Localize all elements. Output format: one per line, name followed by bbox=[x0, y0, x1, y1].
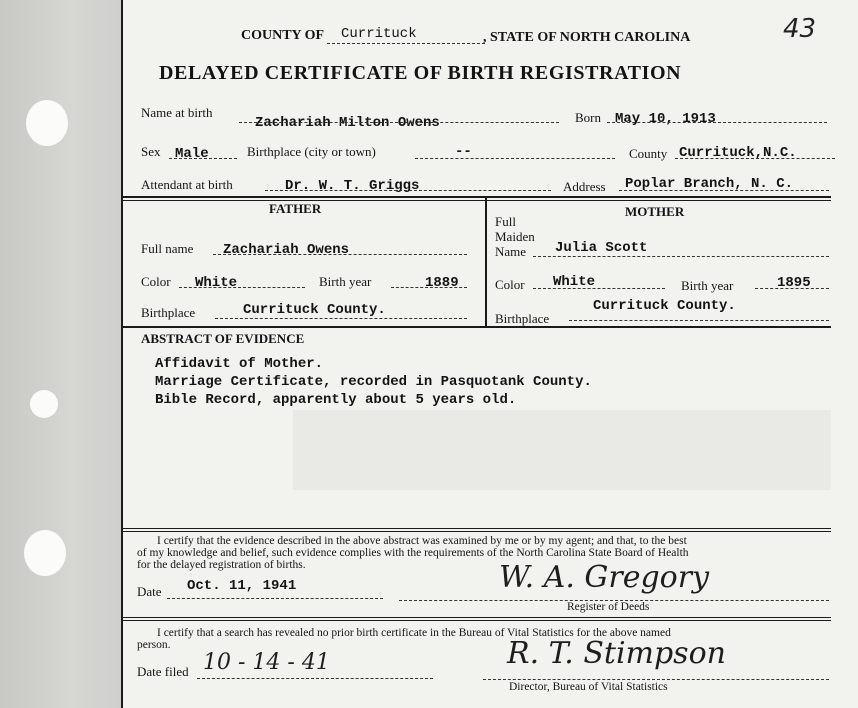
county-value: Currituck bbox=[341, 26, 417, 42]
certificate-page bbox=[121, 0, 858, 708]
certification-text-line: I certify that the evidence described in the above abstract was examined by me or by my agent; and that, to the best bbox=[157, 535, 687, 547]
evidence-line: Bible Record, apparently about 5 years old. bbox=[155, 392, 517, 408]
county-prefix: COUNTY OF bbox=[241, 28, 325, 43]
evidence-line: Affidavit of Mother. bbox=[155, 356, 324, 372]
date-filed-label: Date filed bbox=[137, 664, 189, 679]
certification-date-value: Oct. 11, 1941 bbox=[187, 578, 297, 594]
attendant-value: Dr. W. T. Griggs bbox=[285, 178, 420, 194]
certification-date-label: Date bbox=[137, 584, 162, 599]
mother-birthyear-label: Birth year bbox=[681, 278, 734, 293]
born-label: Born bbox=[575, 110, 601, 125]
mother-color-value: White bbox=[553, 274, 596, 290]
birthplace-value: -- bbox=[455, 144, 472, 160]
mother-birthplace-label: Birthplace bbox=[495, 311, 550, 326]
binder-margin bbox=[0, 0, 121, 708]
father-birthyear-value: 1889 bbox=[425, 275, 459, 291]
sex-label: Sex bbox=[141, 144, 161, 159]
certification-text-line: for the delayed registration of births. bbox=[137, 559, 306, 571]
attendant-label: Attendant at birth bbox=[141, 177, 233, 192]
address-value: Poplar Branch, N. C. bbox=[625, 176, 794, 192]
director-title: Director, Bureau of Vital Statistics bbox=[509, 681, 668, 693]
evidence-line: Marriage Certificate, recorded in Pasquotank County. bbox=[155, 374, 592, 390]
father-birthplace-value: Currituck County. bbox=[243, 302, 386, 318]
search-text-line: person. bbox=[137, 639, 171, 651]
date-filed-value: 10 - 14 - 41 bbox=[203, 650, 330, 675]
punch-hole-top bbox=[26, 100, 68, 146]
county-header bbox=[241, 28, 324, 44]
register-signature: W. A. Gregory bbox=[499, 560, 710, 595]
state-label: , STATE OF NORTH CAROLINA bbox=[483, 30, 691, 45]
county-label: County bbox=[629, 146, 668, 161]
evidence-heading: ABSTRACT OF EVIDENCE bbox=[141, 331, 305, 346]
father-color-value: White bbox=[195, 275, 238, 291]
punch-hole-bottom bbox=[24, 530, 66, 576]
born-value: May 10, 1913 bbox=[615, 111, 716, 127]
father-birthplace-label: Birthplace bbox=[141, 305, 196, 320]
mother-heading: MOTHER bbox=[625, 204, 685, 219]
father-heading: FATHER bbox=[269, 201, 322, 216]
page-number: 43 bbox=[783, 14, 817, 44]
director-signature: R. T. Stimpson bbox=[507, 636, 726, 671]
register-title: Register of Deeds bbox=[567, 601, 650, 613]
mother-maiden-value: Julia Scott bbox=[555, 240, 648, 256]
name-at-birth-value: Zachariah Milton Owens bbox=[255, 115, 440, 131]
certificate-title: DELAYED CERTIFICATE OF BIRTH REGISTRATION bbox=[159, 62, 682, 84]
address-label: Address bbox=[563, 179, 606, 194]
father-color-label: Color bbox=[141, 274, 171, 289]
punch-hole-middle bbox=[30, 390, 58, 418]
search-text-line: I certify that a search has revealed no prior birth certificate in the Bureau of Vital Statistics for the above named bbox=[157, 627, 671, 639]
mother-birthyear-value: 1895 bbox=[777, 275, 811, 291]
father-fullname-label: Full name bbox=[141, 241, 194, 256]
mother-birthplace-value: Currituck County. bbox=[593, 298, 736, 314]
mother-color-label: Color bbox=[495, 277, 525, 292]
mother-maiden-label-2: Maiden bbox=[495, 229, 535, 244]
county-birth-value: Currituck,N.C. bbox=[679, 145, 797, 161]
sex-value: Male bbox=[175, 146, 209, 162]
certification-text-line: of my knowledge and belief, such evidence complies with the requirements of the North Carolina State Board of Health bbox=[137, 547, 689, 559]
mother-maiden-label-3: Name bbox=[495, 244, 527, 259]
birthplace-label: Birthplace (city or town) bbox=[247, 144, 376, 159]
father-birthyear-label: Birth year bbox=[319, 274, 372, 289]
mother-maiden-label-1: Full bbox=[495, 214, 516, 229]
name-at-birth-label: Name at birth bbox=[141, 105, 213, 120]
father-fullname-value: Zachariah Owens bbox=[223, 242, 350, 258]
faded-paper-patch bbox=[293, 410, 831, 490]
